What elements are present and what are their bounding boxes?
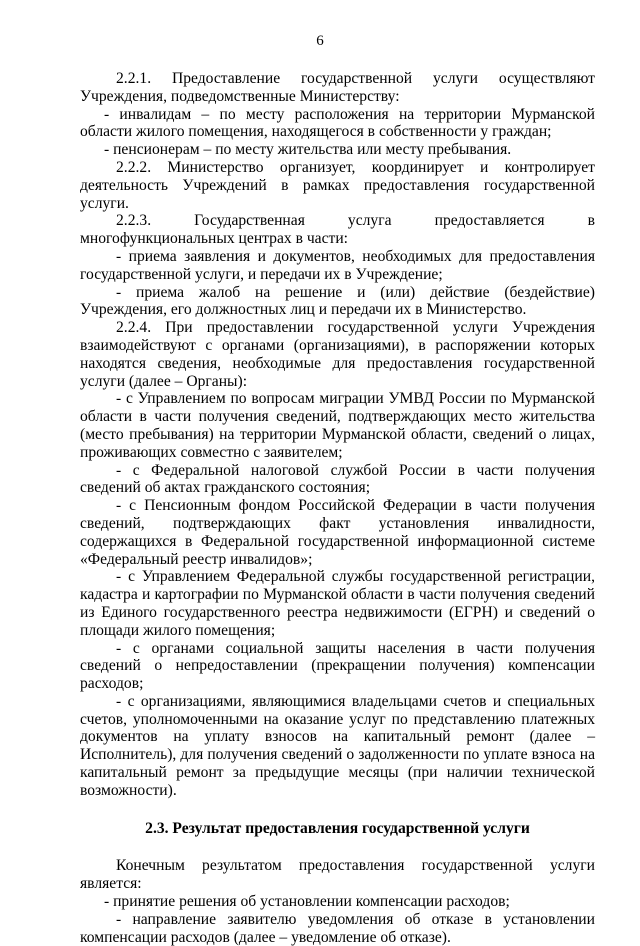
list-item-disabled-persons: - инвалидам – по месту расположения на территории Мурманской области жилого помещения, находящегося в собственности у граждан; bbox=[80, 105, 595, 141]
list-item-pension-fund: - с Пенсионным фондом Российской Федерации в части получения сведений, подтверждающих факт установления инвалидности, содержащихся в Федеральной государственной информационной системе «Федеральный реестр инвалидов»; bbox=[80, 497, 595, 568]
paragraph-result-intro: Конечным результатом предоставления государственной услуги является: bbox=[80, 857, 595, 893]
list-item-social-protection: - с органами социальной защиты населения в части получения сведений о непредоставлении (прекращении получения) компенсации расходов; bbox=[80, 639, 595, 693]
document-body bbox=[80, 70, 595, 946]
list-item-migration-office: - с Управлением по вопросам миграции УМВД России по Мурманской области в части получения сведений, подтверждающих место жительства (место пребывания) на территории Мурманской области, сведений о лицах, проживающих совместно с заявителем; bbox=[80, 390, 595, 461]
list-item-tax-service: - с Федеральной налоговой службой России в части получения сведений об актах гражданского состояния; bbox=[80, 461, 595, 497]
list-item-result-refusal: - направление заявителю уведомления об отказе в установлении компенсации расходов (далее – уведомление об отказе). bbox=[80, 910, 595, 946]
section-heading: 2.3. Результат предоставления государственной услуги bbox=[145, 819, 530, 837]
list-item-application-intake: - приема заявления и документов, необходимых для предоставления государственной услуги, и передачи их в Учреждение; bbox=[80, 247, 595, 283]
list-item-complaints-intake: - приема жалоб на решение и (или) действие (бездействие) Учреждения, его должностных лиц и передачи их в Министерство. bbox=[80, 283, 595, 319]
paragraph-2-2-2: 2.2.2. Министерство организует, координирует и контролирует деятельность Учреждений в рамках предоставления государственной услуги. bbox=[80, 158, 595, 212]
paragraph-2-2-3: 2.2.3. Государственная услуга предоставляется в многофункциональных центрах в части: bbox=[80, 212, 595, 248]
paragraph-2-2-4: 2.2.4. При предоставлении государственной услуги Учреждения взаимодействуют с органами (организациями), в распоряжении которых находятся сведения, необходимые для предоставления государственной услуги (далее – Органы): bbox=[80, 319, 595, 390]
list-item-registration-service: - с Управлением Федеральной службы государственной регистрации, кадастра и картографии по Мурманской области в части получения сведений из Единого государственного реестра недвижимости (ЕГРН) и сведений о площади жилого помещения; bbox=[80, 568, 595, 639]
list-item-account-holders: - с организациями, являющимися владельцами счетов и специальных счетов, уполномоченными на оказание услуг по представлению платежных документов на уплату взносов на капитальный ремонт (далее – Исполнитель), для получения сведений о задолженности по уплате взноса на капитальный ремонт за предыдущие месяцы (при наличии технической возможности). bbox=[80, 692, 595, 799]
paragraph-2-2-1: 2.2.1. Предоставление государственной услуги осуществляют Учреждения, подведомственные Министерству: bbox=[80, 70, 595, 105]
page-number: 6 bbox=[316, 33, 324, 49]
list-item-result-decision: - принятие решения об установлении компенсации расходов; bbox=[104, 893, 510, 911]
list-item-pensioners: - пенсионерам – по месту жительства или месту пребывания. bbox=[104, 141, 512, 159]
